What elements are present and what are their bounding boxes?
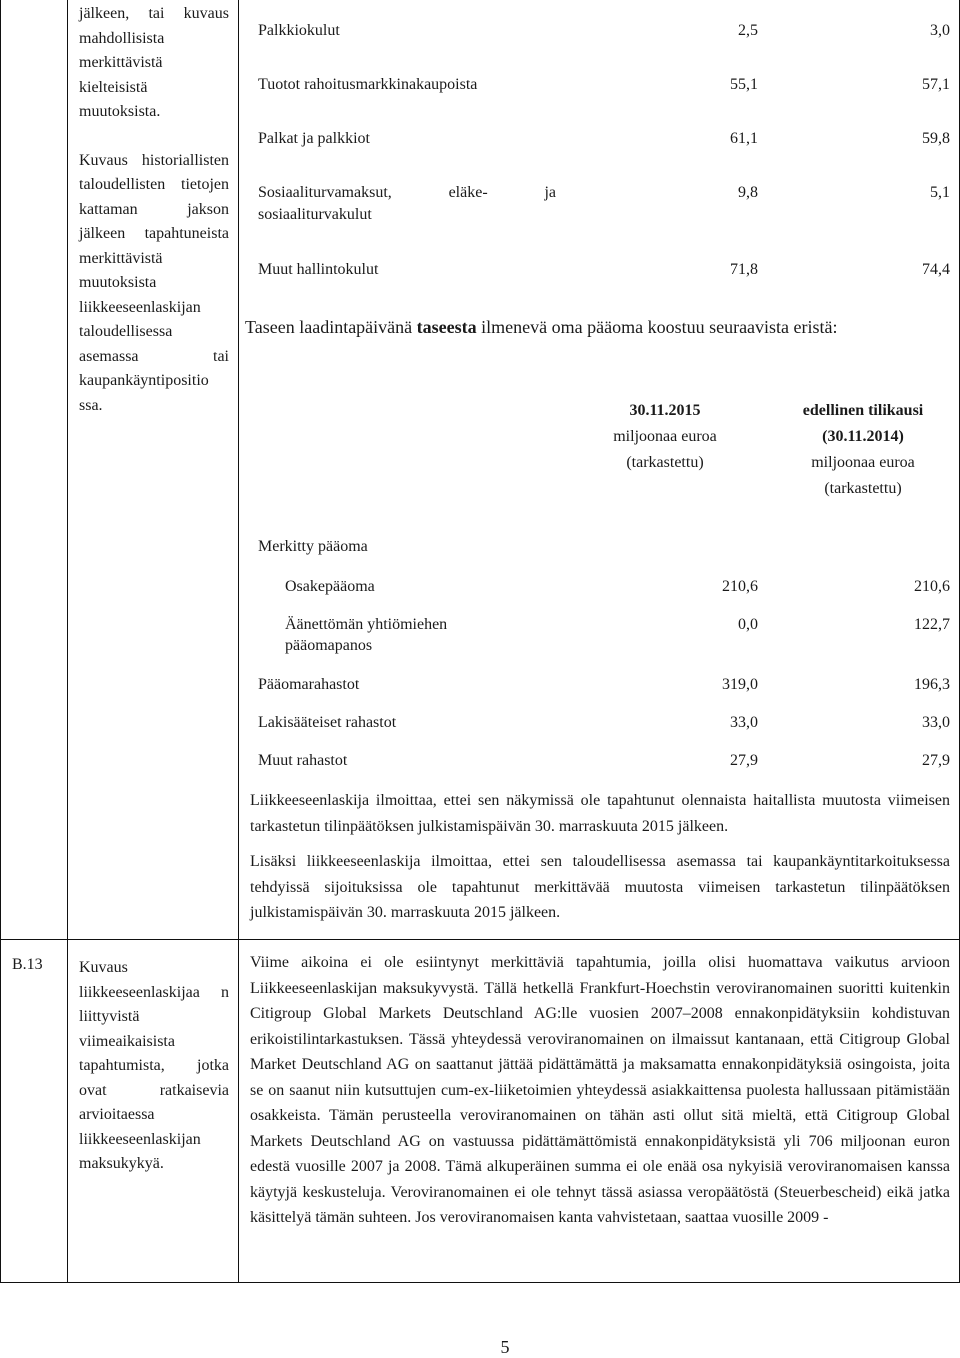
value-2014: 196,3 — [914, 676, 950, 693]
table-border-bottom — [0, 1282, 960, 1283]
b13-left-text: Kuvaus liikkeeseenlaskijaa n liittyvistä viimeaikaisista tapahtumista, jotka ovat ratkaisevia arvioitaessa liikkeeseenlaskijan maksukykyä. — [79, 959, 229, 1172]
value-2015: 33,0 — [730, 714, 758, 731]
upper-left-text — [79, 2, 229, 418]
row-label: Muut hallintokulut — [258, 261, 379, 278]
value-2015: 319,0 — [722, 676, 758, 693]
value-2014: 27,9 — [922, 752, 950, 769]
row-label: Pääomarahastot — [258, 676, 360, 693]
row-label: Palkkiokulut — [258, 22, 340, 39]
row-label-line2: sosiaaliturvakulut — [258, 206, 372, 223]
value-2015: 55,1 — [730, 76, 758, 93]
statement-paragraph-1: Liikkeeseenlaskija ilmoittaa, ettei sen näkymissä ole tapahtunut olennaista haitallista muutosta viimeisen tarkastetun tilinpäätöksen julkistamispäivän 30. marraskuuta 2015 jälkeen. — [250, 792, 950, 835]
section-id: B.13 — [12, 956, 43, 973]
row-lakisaateiset — [258, 714, 950, 738]
value-2015: 210,6 — [722, 578, 758, 595]
value-2014: 3,0 — [930, 22, 950, 39]
value-2015: 2,5 — [738, 22, 758, 39]
page-number: 5 — [500, 1337, 510, 1357]
value-2015: 61,1 — [730, 130, 758, 147]
row-palkat — [258, 130, 950, 154]
row-label: Tuotot rahoitusmarkkinakaupoista — [258, 76, 478, 93]
b13-paragraph: Viime aikoina ei ole esiintynyt merkittäviä tapahtumia, joilla olisi huomattava vaikutus arvioon Liikkeeseenlaskijan maksukyvystä. Tällä hetkellä Frankfurt-Hoechstin veroviranomainen suoritti kuitenkin Citigroup Global Markets Deutschland AG:lle vuosien 2007–2008 ennakonpidätyksiin kohdistuvan erikoistilintarkastuksen. Tässä yhteydessä veroviranomainen on ilmaissut kantanaan, että Citigroup Global Market Deutschland AG on saattanut jättää pidättämättä ja maksamatta ennakonpidätyksiä osingoista, joita se on saanut niin kutsuttujen cum-ex-liiketoimien yhteydessä asiakkaittensa puolesta hallussaan pitämistään osakkeista. Tämän perusteella veroviranomainen on tähän asti ollut sitä mieltä, että Citigroup Global Markets Deutschland AG on vastuussa pidättämättömistä ennakonpidätyksistä yli 706 miljoonan euron edestä vuosille 2007 ja 2008. Tämä alkuperäinen summa ei ole enää osa nykyisiä veroviranomaisen kanssa käytyjä keskusteluja. Veroviranomainen ei ole tehnyt tässä asiassa veropäätöstä (Steuerbescheid) eikä jatka käsittelyä tämän suhteen. Jos veroviranomaisen kanta vahvistetaan, saattaa vuosille 2009 - — [250, 954, 950, 1226]
value-2015: 9,8 — [738, 184, 758, 201]
value-2014: 33,0 — [922, 714, 950, 731]
row-muut-hallinto — [258, 261, 950, 285]
column-header-2015: 30.11.2015 miljoonaa euroa (tarkastettu) — [613, 402, 717, 471]
value-2014: 122,7 — [914, 616, 950, 633]
value-2015: 27,9 — [730, 752, 758, 769]
row-label: Muut rahastot — [258, 752, 348, 769]
row-label: Sosiaaliturvamaksut, eläke- ja — [258, 184, 556, 201]
row-muut-rahastot — [258, 752, 950, 776]
column-header-2014: edellinen tilikausi (30.11.2014) miljoonaa euroa (tarkastettu) — [802, 402, 924, 497]
value-2014: 5,1 — [930, 184, 950, 201]
row-label: Osakepääoma — [285, 578, 375, 595]
equity-intro: Taseen laadintapäivänä taseesta ilmenevä oma pääoma koostuu seuraavista eristä: — [245, 317, 838, 337]
table-border-col1 — [67, 0, 68, 1283]
row-sosiaali — [258, 184, 950, 228]
row-palkkiokulut — [258, 22, 950, 46]
table-border-left — [0, 0, 1, 1283]
value-2014: 59,8 — [922, 130, 950, 147]
table-border-col2 — [238, 0, 239, 1283]
left-text-1: jälkeen, tai kuvaus mahdollisista merkittävistä kielteisistä muutoksista. — [79, 5, 229, 120]
row-label: Palkat ja palkkiot — [258, 130, 370, 147]
row-aanettoman — [285, 616, 950, 660]
statement-paragraph-2: Lisäksi liikkeeseenlaskija ilmoittaa, ettei sen taloudellisessa asemassa tai kaupankäyntitarkoituksessa tehdyissä sijoituksissa ole tapahtunut merkittävää muutosta viimeisen tarkastetun tilinpäätöksen julkistamispäivän 30. marraskuuta 2015 jälkeen. — [250, 853, 950, 921]
value-2014: 74,4 — [922, 261, 950, 278]
table-row-divider — [0, 939, 960, 940]
row-tuotot — [258, 76, 950, 100]
row-label: Merkitty pääoma — [258, 538, 368, 555]
row-label: Äänettömän yhtiömiehen — [285, 616, 448, 633]
row-paaomarahastot — [258, 676, 950, 700]
value-2015: 71,8 — [730, 261, 758, 278]
left-text-2: Kuvaus historiallisten taloudellisten tietojen kattaman jakson jälkeen tapahtuneista merkittävistä muutoksista liikkeeseenlaskijan taloudellisessa asemassa tai kaupankäyntipositio ssa. — [79, 151, 229, 414]
row-merkitty-paaoma — [258, 538, 950, 562]
row-label-line2: pääomapanos — [285, 637, 373, 654]
value-2014: 57,1 — [922, 76, 950, 93]
row-osakepaaoma — [285, 578, 950, 602]
row-label: Lakisääteiset rahastot — [258, 714, 397, 731]
value-2014: 210,6 — [914, 578, 950, 595]
value-2015: 0,0 — [738, 616, 758, 633]
